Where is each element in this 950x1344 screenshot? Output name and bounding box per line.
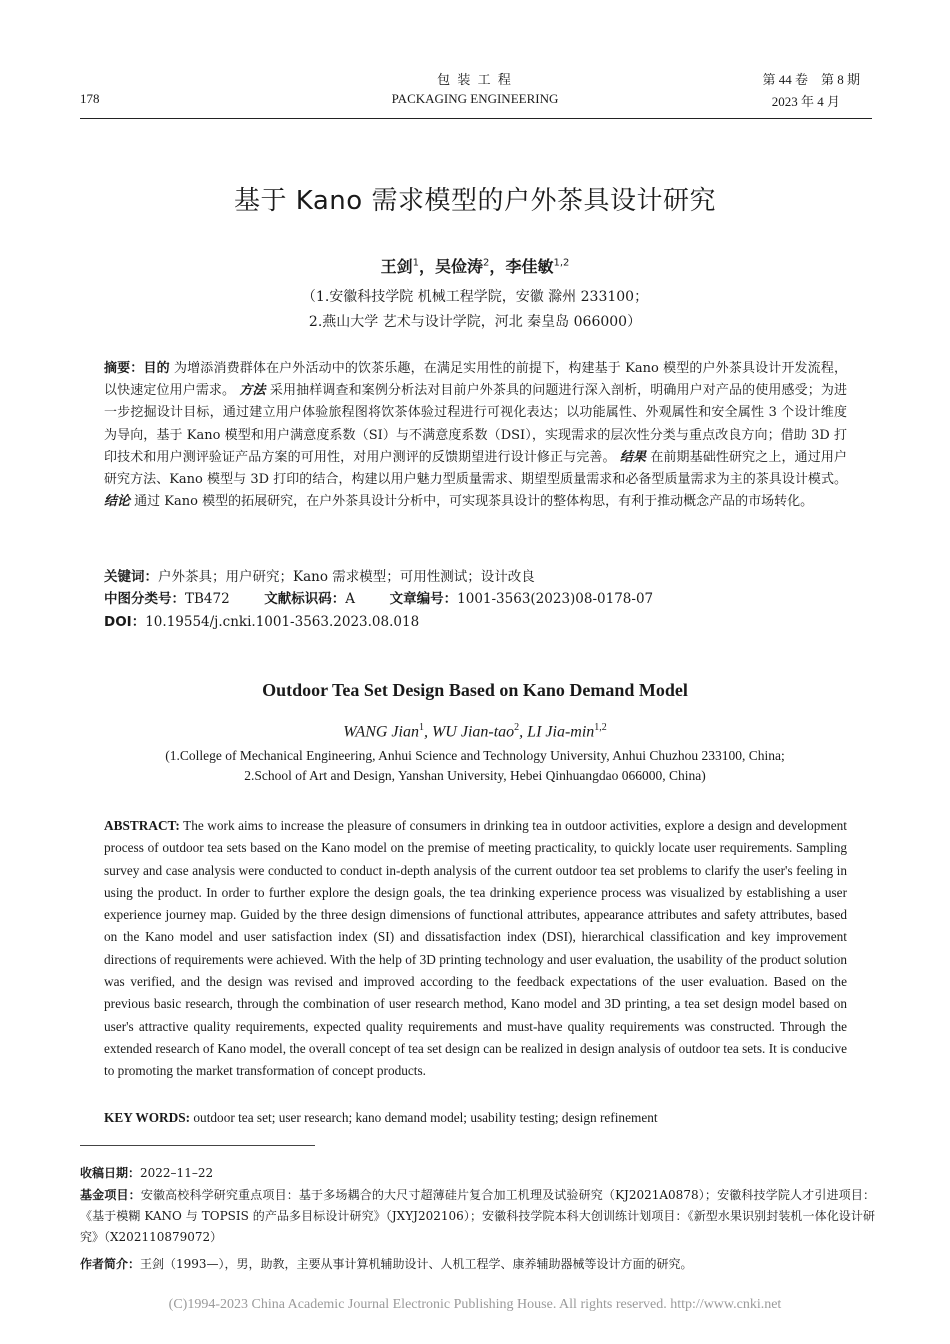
abstract-en-text: The work aims to increase the pleasure of consumers in drinking tea in outdoor activities, explore a design and development process of outdoor tea sets based on the Kano model on the premise of meeting practicality, to quickly locate user requirements. Sampling survey and case analysis were conducted to conduct in-depth analysis of the current outdoor tea set problems to clarify the user's feeling in using the product. In order to further explore the design goals, the tea drinking experience process was visualized by establishing a user experience journey map. Guided by the three design dimensions of functional attributes, appearance attributes and safety attributes, based on the Kano model and user satisfaction index (SI) and dissatisfaction index (DSI), hierarchical classification and key improvement directions of requirements were achieved. With the help of 3D printing technology and user evaluation, the usability of the product solution was verified, and the design was revised and improved according to the feedback expectations of the user evaluation. Based on the previous basic research, through the combination of user research method, Kano model and 3D printing, a tea set design model based on user's attractive quality requirements, expected quality requirements and must-have quality requirements was constructed. Through the extended research of Kano model, the overall concept of tea set design can be realized in design analysis of outdoor tea sets. It is conducive to promoting the market transformation of concept products. bbox=[104, 818, 847, 1079]
english-author-list: WANG Jian$^1$, WU Jian-tao$^2$, LI Jia-$\min^{1,2}$ bbox=[343, 722, 607, 741]
received-label: 收稿日期： bbox=[80, 1166, 141, 1180]
english-affiliation-line: (1.College of Mechanical Engineering, Anhui Science and Technology University, Anhui Chuzhou 233100, China; bbox=[165, 748, 785, 763]
abstract-en bbox=[104, 815, 847, 1083]
classification-line bbox=[104, 587, 653, 607]
author-name: 王剑 bbox=[380, 257, 413, 276]
abstract-section-label: 结论 bbox=[104, 494, 131, 510]
header-rule bbox=[80, 118, 872, 119]
doc-code-value: A bbox=[345, 591, 356, 607]
keywords-label: 关键词： bbox=[104, 569, 158, 585]
journal-name-cn: 包 装 工 程 bbox=[437, 72, 513, 87]
fund-projects bbox=[80, 1185, 875, 1248]
volume-issue: 第 44 卷 第 8 期 bbox=[762, 72, 860, 87]
abstract-text: 在前期基础性研究之上，通过用户研究方法、Kano 模型与 3D 打印的结合，构建以用户魅力型质量需求、期望型质量需求和必备型质量需求为主的茶具设计模式。 bbox=[104, 449, 847, 488]
keywords-en-text: outdoor tea set; user research; kano demand model; usability testing; design refinement bbox=[193, 1110, 658, 1125]
abstract-label: 摘要： bbox=[104, 361, 144, 376]
bio-text: 王剑（1993—），男，助教，主要从事计算机辅助设计、人机工程学、康养辅助器械等设计方面的研究。 bbox=[140, 1257, 693, 1271]
issue-date: 2023 年 4 月 bbox=[771, 94, 840, 109]
author-name: LI Jia-min bbox=[527, 723, 595, 741]
author-affil-mark: 1 bbox=[412, 257, 420, 269]
copyright-notice: (C)1994-2023 China Academic Journal Electronic Publishing House. All rights reserved. http://www.cnki.net bbox=[168, 1297, 782, 1312]
author-name: WANG Jian bbox=[343, 723, 419, 741]
paper-title: 基于 Kano 需求模型的户外茶具设计研究 bbox=[234, 186, 716, 216]
keywords-text: 户外茶具；用户研究；Kano 需求模型；可用性测试；设计改良 bbox=[158, 569, 535, 585]
doi-line bbox=[104, 610, 419, 630]
keywords-en bbox=[104, 1107, 847, 1129]
doc-code-label: 文献标识码： bbox=[264, 591, 346, 607]
author-affil-mark: 1,2 bbox=[594, 722, 607, 733]
author-name: 吴俭涛 bbox=[435, 257, 484, 276]
abstract-text: 为增添消费群体在户外活动中的饮茶乐趣，在满足实用性的前提下，构建基于 Kano 模型的户外茶具设计开发流程，以快速定位用户需求。 bbox=[104, 361, 847, 399]
author-list: 王剑$^1$，吴俭涛$^2$，李佳敏$^{1,2}$ bbox=[380, 257, 570, 276]
doi-label: DOI： bbox=[104, 614, 146, 630]
bio-label: 作者简介： bbox=[80, 1257, 141, 1271]
journal-name-en: PACKAGING ENGINEERING bbox=[391, 91, 559, 106]
keywords-cn bbox=[104, 565, 535, 585]
author-affil-mark: 1 bbox=[418, 722, 424, 733]
footnote-rule bbox=[80, 1145, 315, 1146]
author-name: 李佳敏 bbox=[505, 257, 554, 276]
doi-value[interactable]: 10.19554/j.cnki.1001-3563.2023.08.018 bbox=[145, 614, 420, 630]
english-affiliation-line: 2.School of Art and Design, Yanshan University, Hebei Qinhuangdao 066000, China) bbox=[244, 768, 706, 783]
abstract-section-label: 结果 bbox=[619, 449, 647, 465]
author-bio bbox=[80, 1254, 875, 1275]
fund-text: 安徽高校科学研究重点项目：基于多场耦合的大尺寸超薄硅片复合加工机理及试验研究（KJ2021A0878）；安徽科技学院人才引进项目：《基于模糊 KANO 与 TOPSIS 的产品多目标设计研究》（JXYJ202106）；安徽科技学院本科大创训练计划项目：《新型水果识别封装机一体化设计研究》（X202110879072） bbox=[80, 1188, 875, 1244]
english-title: Outdoor Tea Set Design Based on Kano Demand Model bbox=[262, 680, 688, 700]
received-date bbox=[80, 1163, 875, 1184]
author-affil-mark: 1,2 bbox=[553, 257, 570, 269]
affiliation-line: 2.燕山大学 艺术与设计学院，河北 秦皇岛 066000） bbox=[308, 314, 642, 330]
abstract-text: 采用抽样调查和案例分析法对目前户外茶具的问题进行深入剖析，明确用户对产品的使用感受；为进一步挖掘设计目标，通过建立用户体验旅程图将饮茶体验过程进行可视化表达；以功能属性、外观属性和安全属性 3 个设计维度为导向，基于 Kano 模型和用户满意度系数（SI）与不满意度系数（DSI），实现需求的层次性分类与重点改良方向；借助 3D 打印技术和用户测评验证产品方案的可用性，对用户测评的反馈期望进行设计修正与完善。 bbox=[104, 383, 847, 465]
page-number: 178 bbox=[80, 91, 100, 106]
abstract-section-label: 方法 bbox=[239, 383, 266, 399]
author-name: WU Jian-tao bbox=[431, 723, 515, 741]
article-number-value: 1001-3563(2023)08-0178-07 bbox=[457, 591, 654, 607]
abstract-cn bbox=[104, 358, 847, 513]
abstract-section-label: 目的 bbox=[143, 361, 170, 376]
abstract-en-label: ABSTRACT: bbox=[104, 818, 180, 833]
article-number-label: 文章编号： bbox=[389, 591, 458, 607]
fund-label: 基金项目： bbox=[80, 1188, 141, 1202]
keywords-en-label: KEY WORDS: bbox=[104, 1110, 191, 1125]
received-value: 2022–11–22 bbox=[140, 1166, 214, 1180]
author-affil-mark: 2 bbox=[483, 257, 490, 269]
abstract-text: 通过 Kano 模型的拓展研究，在户外茶具设计分析中，可实现茶具设计的整体构思，有利于推动概念产品的市场转化。 bbox=[134, 494, 814, 510]
clc-label: 中图分类号： bbox=[104, 591, 185, 607]
clc-value: TB472 bbox=[185, 591, 230, 607]
author-affil-mark: 2 bbox=[514, 722, 520, 733]
affiliation-line: （1.安徽科技学院 机械工程学院，安徽 滁州 233100； bbox=[301, 289, 649, 305]
